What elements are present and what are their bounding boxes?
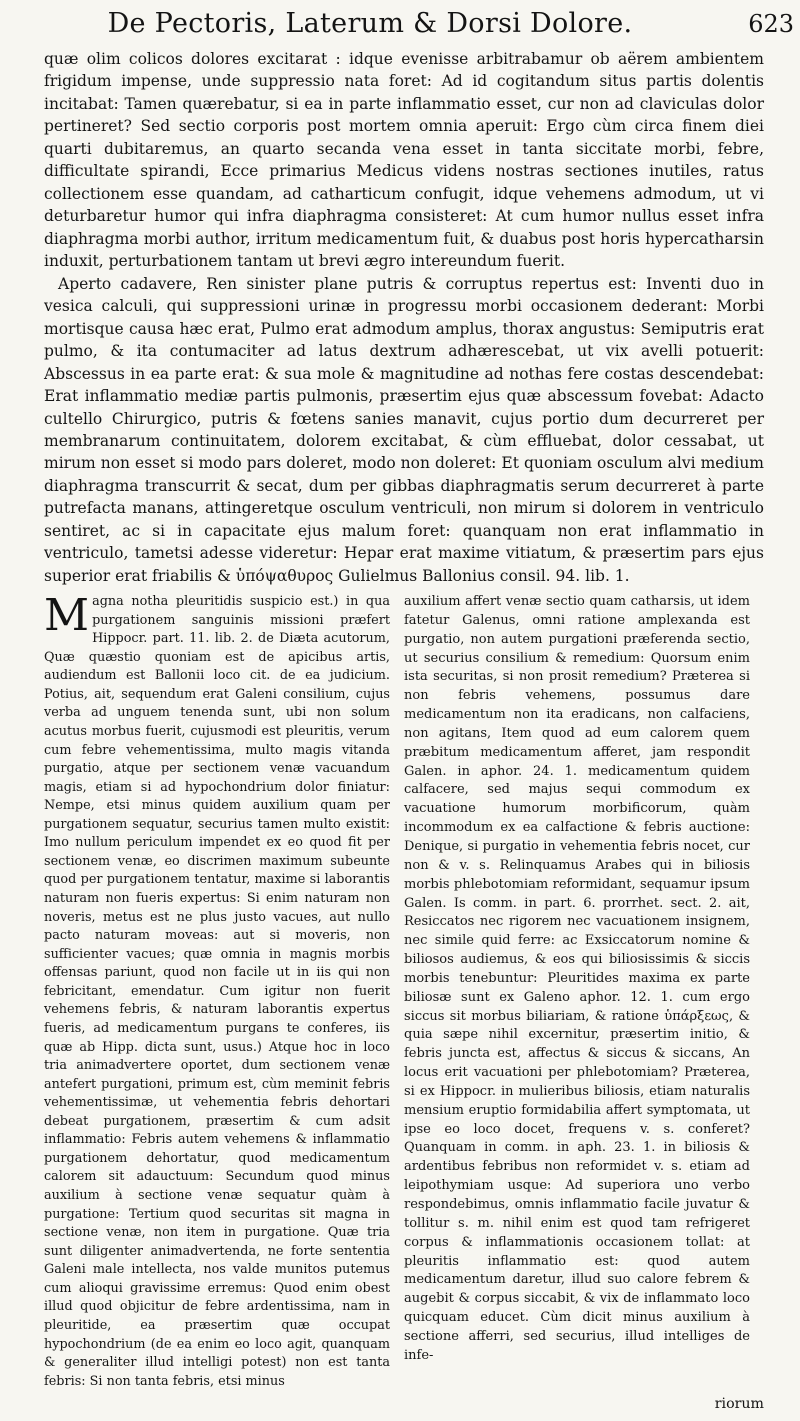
- paragraph: Aperto cadavere, Ren sinister plane putris & corruptus repertus est: Inventi duo in vesica calculi, qui suppressioni urinæ in progressu morbi occasionem dederant: Morbi mortisque causa hæc erat, Pulmo erat admodum amplus, thorax angustus: Semiputris erat pulmo, & ita contumaciter ad latus dextrum adhærescebat, ut vix avelli potuerit: Abscessus in ea parte erat: & sua mole & magnitudine ad nothas fere costas descendebat: Erat inflammatio mediæ partis pulmonis, præsertim ejus quæ abscessum fovebat: Adacto cultello Chirurgico, putris & fœtens sanies manavit, cujus portio dum decurreret per membranarum continuitatem, dolorem excitabat, & cùm effluebat, dolor cessabat, ut mirum non esset si modo pars doleret, modo non doleret: Et quoniam osculum alvi medium diaphragma transcurrit & secat, dum per gibbas diaphragmatis serum decurreret à parte putrefacta manans, attingeretque osculum ventriculi, non mirum si dolorem in ventriculo sentiret, ac si in capacitate ejus malum foret: quanquam non erat inflammatio in ventriculo, tametsi adesse videretur: Hepar erat maxime vitiatum, & præsertim pars ejus superior erat friabilis & ὑπόψαθυρος Gulielmus Ballonius consil. 94. lib. 1.: [44, 274, 764, 585]
- catchword: riorum: [714, 1396, 764, 1412]
- left-column: [44, 590, 390, 1391]
- right-column: [404, 593, 750, 1366]
- drop-cap: M: [44, 590, 90, 641]
- paragraph: quæ olim colicos dolores excitarat : idque evenisse arbitrabamur ob aërem ambientem frigidum impense, unde suppressio nata foret: Ad id cogitandum situs partis dolentis incitabat: Tamen quærebatur, si ea in parte inflammatio esset, cur non ad claviculas dolor pertineret? Sed sectio corporis post mortem omnia aperuit: Ergo cùm circa finem diei quarti dubitaremus, an quarto secanda vena esset in tanta siccitate morbi, febre, difficultate spirandi, Ecce primarius Medicus videns nostras sectiones inutiles, ratus collectionem esse quandam, ad catharticum confugit, idque vehemens admodum, ut vi deturbaretur humor qui infra diaphragma consisteret: At cum humor nullus esset infra diaphragma morbi author, irritum medicamentum fuit, & duabus post horis hypercatharsin induxit, perturbationem tantam ut brevi ægro intereundum fuerit.: [44, 50, 764, 271]
- case-report: [44, 48, 764, 587]
- page-header: [0, 6, 800, 50]
- left-column-body: agna notha pleuritidis suspicio est.) in qua purgationem sanguinis missioni præfert Hippocr. part. 11. lib. 2. de Diæta acutorum, Quæ quæstio quoniam est de apicibus artis, audiendum est Ballonii loco cit. de ea judicium. Potius, ait, sequendum erat Galeni consilium, cujus verba ad unguem tenenda sunt, ubi non solum acutus morbus fuerit, cujusmodi est pleuritis, verum cum febre vehementissima, multo magis vitanda purgatio, atque per sectionem venæ vacuandum magis, etiam si ad hypochondrium dolor finiatur: Nempe, etsi minus quidem auxilium quam per purgationem sequatur, securius tamen multo existit: Imo nullum periculum impendet ex eo quod fit per sectionem venæ, eo discrimen maximum subeunte quod per purgationem tentatur, maxime si laborantis naturam non fueris expertus: Si enim naturam non noveris, metus est ne plus justo vacues, aut nullo pacto naturam moveas: aut si moveris, non sufficienter vacues; quæ omnia in magnis morbis offensas pariunt, quod non facile ut in iis qui non febricitant, emendatur. Cum igitur non fuerit vehemens febris, & naturam laborantis expertus fueris, ad medicamentum purgans te conferes, iis quæ ab Hipp. dicta sunt, usus.) Atque hoc in loco tria animadvertere oportet, dum sectionem venæ antefert purgationi, primum est, cùm meminit febris vehementissimæ, ut vehementia febris dehortari debeat purgationem, præsertim & cum adsit inflammatio: Febris autem vehemens & inflammatio purgationem dehortatur, quod medicamentum calorem sit adauctuum: Secundum quod minus auxilium à sectione venæ sequatur quàm à purgatione: Tertium quod securitas sit magna in sectione venæ, non item in purgatione. Quæ tria sunt diligenter animadvertenda, ne forte sententia Galeni male intellecta, nos valde munitos putemus cum alioqui gravissime erremus: Quod enim obest illud quod objicitur de febre ardentissima, nam in pleuritide, ea præsertim quæ occupat hypochondrium (de ea enim eo loco agit, quanquam & generaliter illud intelligi potest) non est tanta febris: Si non tanta febris, etsi minus: [44, 594, 390, 1389]
- left-column-text: [44, 590, 390, 1391]
- running-title: De Pectoris, Laterum & Dorsi Dolore.: [107, 8, 633, 39]
- commentary-columns: [44, 590, 764, 1418]
- page-number: 623: [748, 10, 794, 38]
- right-column-text: auxilium affert venæ sectio quam catharsis, ut idem fatetur Galenus, omni ratione amplexanda est purgatio, non autem purgationi præferenda sectio, ut securius consilium & remedium: Quorsum enim ista securitas, si non prosit remedium? Præterea si non febris vehemens, possumus dare medicamentum non ita eradicans, non calfaciens, non agitans, Item quod ad eum calorem quem præbitum medicamentum afferet, jam respondit Galen. in aphor. 24. 1. medicamentum quidem calfacere, sed majus sequi commodum ex vacuatione humorum morbificorum, quàm incommodum ex ea calfactione & febris auctione: Denique, si purgatio in vehementia febris nocet, cur non & v. s. Relinquamus Arabes qui in biliosis morbis phlebotomiam reformidant, sequamur ipsum Galen. Is comm. in part. 6. prorrhet. sect. 2. ait, Resiccatos nec rigorem nec vacuationem insignem, nec simile quid ferre: ac Exsiccatorum nomine & biliosos audiemus, & eos qui biliosissimis & siccis morbis tenebuntur: Pleuritides maxima ex parte biliosæ sunt ex Galeno aphor. 12. 1. cum ergo siccus sit morbus biliariam, & ratione ὑπάρξεως, & quia sæpe nihil excernitur, præsertim initio, & febris juncta est, affectus & siccus & siccans, An locus erit vacuationi per phlebotomiam? Præterea, si ex Hippocr. in mulieribus biliosis, etiam naturalis mensium eruptio formidabilia affert symptomata, ut ipse eo loco docet, frequens v. s. conferet? Quanquam in comm. in aph. 23. 1. in biliosis & ardentibus febribus non reformidet v. s. etiam ad leipothymiam usque: Ad superiora uno verbo respondebimus, omnis inflammatio facile juvatur & tollitur s. m. nihil enim est quod tam refrigeret corpus & inflammationis occasionem tollat: at pleuritis inflammatio est: quod autem medicamentum daretur, illud suo calore febrem & augebit & corpus siccabit, & vix de inflammato loco quicquam educet. Cùm dicit minus auxilium à sectione afferri, sed securius, illud intelliges de infe-: [404, 594, 750, 1363]
